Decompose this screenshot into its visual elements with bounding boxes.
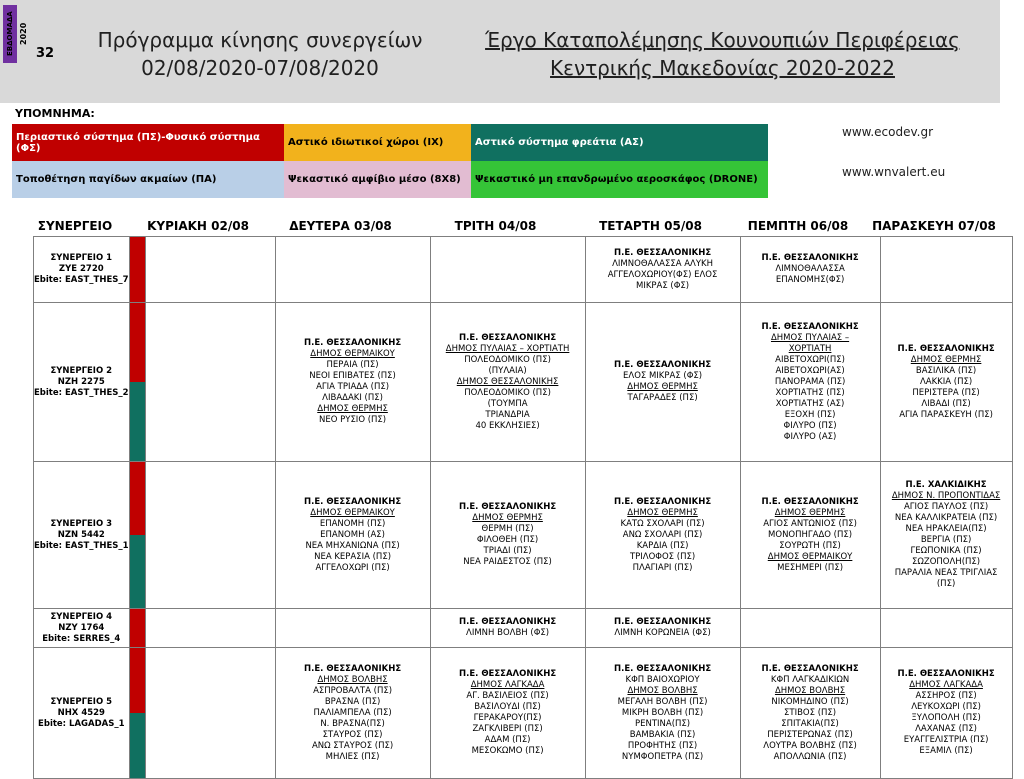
location-label: (ΠΣ) xyxy=(936,579,956,589)
location-label: ΚΑΤΩ ΣΧΟΛΑΡΙ (ΠΣ) xyxy=(620,518,705,529)
periastiko-bar xyxy=(130,609,145,647)
location-label: ΠΡΟΦΗΤΗΣ (ΠΣ) xyxy=(627,740,698,751)
region-label: Π.Ε. ΘΕΣΣΑΛΟΝΙΚΗΣ xyxy=(613,247,712,258)
location-label: ΑΣΣΗΡΟΣ (ΠΣ) xyxy=(915,691,977,701)
system-color-bar xyxy=(129,609,145,648)
municipality-label: ΔΗΜΟΣ ΘΕΡΜΑΙΚΟΥ xyxy=(310,349,395,359)
week-label: ΕΒΔΟΜΑΔΑ xyxy=(3,5,17,63)
location-label: ΚΦΠ ΛΑΓΚΑΔΙΚΙΩΝ xyxy=(770,674,850,685)
schedule-cell xyxy=(585,303,740,462)
location-label: ΛΑΧΑΝΑΣ (ΠΣ) xyxy=(915,724,978,734)
location-label: ΣΤΑΥΡΟΣ (ΠΣ) xyxy=(322,729,383,740)
crew-line: ΣΥΝΕΡΓΕΙΟ 5 xyxy=(50,696,113,707)
location-label: 40 ΕΚΚΛΗΣΙΕΣ) xyxy=(475,420,540,431)
location-label: ΑΝΩ ΣΤΑΥΡΟΣ (ΠΣ) xyxy=(311,740,394,751)
location-label: ΑΙΒΕΤΟΧΩΡΙ(ΑΣ) xyxy=(775,365,845,376)
program-date-range: 02/08/2020-07/08/2020 xyxy=(141,56,379,80)
location-label: ΣΟΥΡΩΤΗ (ΠΣ) xyxy=(779,540,841,551)
municipality-label: ΔΗΜΟΣ ΘΕΡΜΗΣ xyxy=(472,513,543,523)
location-label: ΣΩΖΟΠΟΛΗ(ΠΣ) xyxy=(912,557,981,567)
schedule-cell xyxy=(430,462,585,609)
municipality-label: ΔΗΜΟΣ ΘΕΡΜΗΣ xyxy=(317,404,388,414)
schedule-cell xyxy=(275,609,430,648)
schedule-cell xyxy=(880,237,1012,303)
schedule-cell xyxy=(740,648,880,779)
location-label: ΠΛΑΓΙΑΡΙ (ΠΣ) xyxy=(632,562,693,573)
legend-item-traps: Τοποθέτηση παγίδων ακμαίων (ΠΑ) xyxy=(12,161,284,198)
legend-title: ΥΠΟΜΝΗΜΑ: xyxy=(15,107,95,120)
schedule-cell xyxy=(275,462,430,609)
location-label: ΧΟΡΤΙΑΤΗΣ (ΑΣ) xyxy=(775,398,845,409)
location-label: ΦΙΛΥΡΟ (ΑΣ) xyxy=(783,431,837,442)
region-label: Π.Ε. ΧΑΛΚΙΔΙΚΗΣ xyxy=(905,480,987,490)
location-label: ΕΠΑΝΟΜΗ (ΑΣ) xyxy=(320,529,385,540)
schedule-cell xyxy=(880,648,1012,779)
location-label: ΛΙΜΝΟΘΑΛΑΣΣΑ ΑΛΥΚΗ xyxy=(612,258,713,269)
crew-cell xyxy=(34,462,130,609)
week-number: 32 xyxy=(36,46,55,61)
project-title-line2: Κεντρικής Μακεδονίας 2020-2022 xyxy=(550,56,895,80)
location-label: ΕΥΑΓΓΕΛΙΣΤΡΙΑ (ΠΣ) xyxy=(903,735,989,745)
municipality-label: ΔΗΜΟΣ ΘΕΡΜΗΣ xyxy=(774,507,846,518)
crew-line: Ebite: EAST_THES_1 xyxy=(34,540,129,551)
location-label: ΒΕΡΓΙΑ (ΠΣ) xyxy=(920,535,972,545)
crew-line: Ebite: EAST_THES_2 xyxy=(34,387,129,398)
municipality-label: ΔΗΜΟΣ ΒΟΛΒΗΣ xyxy=(627,685,698,696)
location-label: ΕΛΟΣ ΜΙΚΡΑΣ (ΦΣ) xyxy=(623,371,703,381)
location-label: ΞΥΛΟΠΟΛΗ (ΠΣ) xyxy=(911,713,981,723)
location-label: ΑΣΠΡΟΒΑΛΤΑ (ΠΣ) xyxy=(313,685,393,696)
crew-cell xyxy=(34,237,130,303)
region-label: Π.Ε. ΘΕΣΣΑΛΟΝΙΚΗΣ xyxy=(613,663,712,674)
location-label: ΠΕΡΑΙΑ (ΠΣ) xyxy=(326,360,379,370)
schedule-cell xyxy=(880,303,1012,462)
municipality-label: ΔΗΜΟΣ ΘΕΡΜΑΙΚΟΥ xyxy=(767,551,853,562)
crew-line: Ebite: EAST_THES_7 xyxy=(34,275,129,285)
schedule-cell xyxy=(275,237,430,303)
region-label: Π.Ε. ΘΕΣΣΑΛΟΝΙΚΗΣ xyxy=(613,360,712,370)
location-label: ΑΠΟΛΛΩΝΙΑ (ΠΣ) xyxy=(773,751,847,762)
location-label: ΛΙΒΑΔΙ (ΠΣ) xyxy=(921,398,971,409)
location-label: ΦΙΛΥΡΟ (ΠΣ) xyxy=(783,420,837,431)
schedule-cell xyxy=(430,303,585,462)
location-label: ΒΑΣΙΛΙΚΑ (ΠΣ) xyxy=(915,365,977,376)
location-label: ΠΟΛΕΟΔΟΜΙΚΟ (ΠΣ) xyxy=(464,387,551,398)
location-label: ΜΕΣΗΜΕΡΙ (ΠΣ) xyxy=(777,562,844,573)
crew-line: ΣΥΝΕΡΓΕΙΟ 1 xyxy=(50,253,113,263)
location-label: ΛΙΜΝΗ ΚΟΡΩΝΕΙΑ (ΦΣ) xyxy=(614,628,711,638)
system-color-bar xyxy=(129,237,145,303)
schedule-row xyxy=(34,609,1013,648)
schedule-row xyxy=(34,648,1013,779)
legend-item-private-spaces: Αστικό ιδιωτικοί χώροι (ΙΧ) xyxy=(284,124,471,161)
location-label: ΝΕΑ ΗΡΑΚΛΕΙΑ(ΠΣ) xyxy=(905,524,987,534)
region-label: Π.Ε. ΘΕΣΣΑΛΟΝΙΚΗΣ xyxy=(613,496,712,507)
region-label: Π.Ε. ΘΕΣΣΑΛΟΝΙΚΗΣ xyxy=(761,496,859,507)
region-label: Π.Ε. ΘΕΣΣΑΛΟΝΙΚΗΣ xyxy=(761,253,859,263)
legend-item-amphibious: Ψεκαστικό αμφίβιο μέσο (8Χ8) xyxy=(284,161,471,198)
region-label: Π.Ε. ΘΕΣΣΑΛΟΝΙΚΗΣ xyxy=(303,663,402,674)
location-label: ΚΦΠ ΒΑΙΟΧΩΡΙΟΥ xyxy=(625,674,700,685)
schedule-table xyxy=(33,236,1013,779)
crew-line: Ebite: SERRES_4 xyxy=(42,633,121,644)
location-label: ΓΕΩΠΟΝΙΚΑ (ΠΣ) xyxy=(910,546,982,556)
municipality-label: ΔΗΜΟΣ ΘΕΣΣΑΛΟΝΙΚΗΣ xyxy=(456,376,559,387)
website-link-ecodev[interactable]: www.ecodev.gr xyxy=(842,125,934,139)
region-label: Π.Ε. ΘΕΣΣΑΛΟΝΙΚΗΣ xyxy=(458,617,557,627)
municipality-label: ΔΗΜΟΣ ΘΕΡΜΗΣ xyxy=(627,382,698,392)
region-label: Π.Ε. ΘΕΣΣΑΛΟΝΙΚΗΣ xyxy=(761,321,859,332)
location-label: (ΠΥΛΑΙΑ) xyxy=(488,365,527,376)
schedule-cell xyxy=(145,237,275,303)
location-label: ΑΓΙΑ ΠΑΡΑΣΚΕΥΗ (ΠΣ) xyxy=(899,409,993,420)
schedule-cell xyxy=(585,648,740,779)
schedule-cell xyxy=(740,462,880,609)
location-label: ΠΕΡΙΣΤΕΡΑ (ΠΣ) xyxy=(912,387,980,398)
legend-item-drone: Ψεκαστικό μη επανδρωμένο αεροσκάφος (DRONE) xyxy=(471,161,768,198)
project-title-line1: Έργο Καταπολέμησης Κουνουπιών Περιφέρειας xyxy=(485,28,960,52)
location-label: ΛΙΜΝΗ ΒΟΛΒΗ (ΦΣ) xyxy=(466,628,550,638)
location-label: ΝΕΑ ΡΑΙΔΕΣΤΟΣ (ΠΣ) xyxy=(463,557,552,567)
program-title xyxy=(80,26,440,82)
col-header-wednesday: ΤΕΤΑΡΤΗ 05/08 xyxy=(599,219,702,233)
location-label: ΤΑΓΑΡΑΔΕΣ (ΠΣ) xyxy=(627,393,698,403)
location-label: ΕΞΟΧΗ (ΠΣ) xyxy=(784,409,836,420)
periastiko-bar xyxy=(130,303,145,382)
schedule-cell xyxy=(740,237,880,303)
schedule-cell xyxy=(585,609,740,648)
location-label: ΑΝΩ ΣΧΟΛΑΡΙ (ΠΣ) xyxy=(622,529,703,540)
col-header-friday: ΠΑΡΑΣΚΕΥΗ 07/08 xyxy=(872,219,996,233)
location-label: Ν. ΒΡΑΣΝΑ(ΠΣ) xyxy=(320,718,385,729)
schedule-cell xyxy=(740,303,880,462)
municipality-label: ΔΗΜΟΣ ΘΕΡΜΑΙΚΟΥ xyxy=(310,507,395,518)
manhole-bar xyxy=(130,382,145,461)
location-label: ΚΑΡΔΙΑ (ΠΣ) xyxy=(636,540,689,551)
crew-line: Ebite: LAGADAS_1 xyxy=(38,718,125,729)
location-label: ΠΕΡΙΣΤΕΡΩΝΑΣ (ΠΣ) xyxy=(767,729,853,740)
crew-cell xyxy=(34,609,130,648)
location-label: ΠΑΡΑΛΙΑ ΝΕΑΣ ΤΡΙΓΛΙΑΣ xyxy=(894,568,998,578)
location-label: ΠΟΛΕΟΔΟΜΙΚΟ (ΠΣ) xyxy=(464,354,551,365)
location-label: ΜΙΚΡΑΣ (ΦΣ) xyxy=(636,280,690,291)
schedule-cell xyxy=(145,609,275,648)
region-label: Π.Ε. ΘΕΣΣΑΛΟΝΙΚΗΣ xyxy=(458,669,557,679)
location-label: ΛΙΒΑΔΑΚΙ (ΠΣ) xyxy=(322,393,383,403)
municipality-label: ΔΗΜΟΣ ΒΟΛΒΗΣ xyxy=(317,674,388,685)
periastiko-bar xyxy=(130,237,145,302)
region-label: Π.Ε. ΘΕΣΣΑΛΟΝΙΚΗΣ xyxy=(761,663,859,674)
location-label: ΜΙΚΡΗ ΒΟΛΒΗ (ΠΣ) xyxy=(621,707,704,718)
location-label: ΓΕΡΑΚΑΡΟΥ(ΠΣ) xyxy=(473,713,542,723)
crew-line: ΣΥΝΕΡΓΕΙΟ 4 xyxy=(50,611,113,622)
location-label: ΑΓΙΟΣ ΠΑΥΛΟΣ (ΠΣ) xyxy=(903,502,989,512)
municipality-label: ΔΗΜΟΣ ΒΟΛΒΗΣ xyxy=(774,685,846,696)
region-label: Π.Ε. ΘΕΣΣΑΛΟΝΙΚΗΣ xyxy=(303,338,402,348)
manhole-bar xyxy=(130,713,145,778)
schedule-cell xyxy=(430,609,585,648)
system-color-bar xyxy=(129,648,145,779)
municipality-label: ΔΗΜΟΣ ΠΥΛΑΙΑΣ – ΧΟΡΤΙΑΤΗ xyxy=(445,343,570,354)
location-label: ΑΔΑΜ (ΠΣ) xyxy=(484,735,531,745)
location-label: ΤΡΙΛΟΦΟΣ (ΠΣ) xyxy=(629,551,696,562)
location-label: (ΤΟΥΜΠΑ xyxy=(487,398,528,409)
location-label: ΣΠΙΤΑΚΙΑ(ΠΣ) xyxy=(781,718,839,729)
municipality-label: ΔΗΜΟΣ ΛΑΓΚΑΔΑ xyxy=(470,680,545,690)
crew-line: ΝΖΝ 5442 xyxy=(57,529,105,540)
region-label: Π.Ε. ΘΕΣΣΑΛΟΝΙΚΗΣ xyxy=(897,343,995,354)
location-label: ΝΕΑ ΚΕΡΑΣΙΑ (ΠΣ) xyxy=(314,551,392,562)
region-label: Π.Ε. ΘΕΣΣΑΛΟΝΙΚΗΣ xyxy=(458,332,557,343)
schedule-cell xyxy=(145,648,275,779)
schedule-row xyxy=(34,462,1013,609)
location-label: ΛΕΥΚΟΧΩΡΙ (ΠΣ) xyxy=(911,702,981,712)
schedule-cell xyxy=(430,648,585,779)
schedule-cell xyxy=(880,609,1012,648)
schedule-row xyxy=(34,237,1013,303)
location-label: ΜΕΓΑΛΗ ΒΟΛΒΗ (ΠΣ) xyxy=(617,696,708,707)
system-color-bar xyxy=(129,462,145,609)
location-label: ΝΕΑ ΚΑΛΛΙΚΡΑΤΕΙΑ (ΠΣ) xyxy=(894,513,998,523)
location-label: ΒΡΑΣΝΑ (ΠΣ) xyxy=(324,696,381,707)
location-label: ΜΗΛΙΕΣ (ΠΣ) xyxy=(325,751,380,762)
crew-line: ΝΗΧ 4529 xyxy=(57,707,105,718)
legend-item-periastiko: Περιαστικό σύστημα (ΠΣ)-Φυσικό σύστημα (ΦΣ) xyxy=(12,124,284,161)
crew-line: ΝΖΗ 2275 xyxy=(57,376,105,387)
municipality-label: ΧΟΡΤΙΑΤΗ xyxy=(788,343,832,354)
column-headers xyxy=(0,219,1000,237)
region-label: Π.Ε. ΘΕΣΣΑΛΟΝΙΚΗΣ xyxy=(458,502,557,512)
location-label: ΛΑΚΚΙΑ (ΠΣ) xyxy=(919,376,973,387)
municipality-label: ΔΗΜΟΣ ΛΑΓΚΑΔΑ xyxy=(909,680,983,690)
location-label: ΝΙΚΟΜΗΔΙΝΟ (ΠΣ) xyxy=(771,696,849,707)
col-header-monday: ΔΕΥΤΕΡΑ 03/08 xyxy=(289,219,392,233)
location-label: ΛΟΥΤΡΑ ΒΟΛΒΗΣ (ΠΣ) xyxy=(763,740,857,751)
location-label: ΝΥΜΦΟΠΕΤΡΑ (ΠΣ) xyxy=(621,751,704,762)
crew-cell xyxy=(34,303,130,462)
crew-cell xyxy=(34,648,130,779)
location-label: ΧΟΡΤΙΑΤΗΣ (ΠΣ) xyxy=(775,387,845,398)
location-label: ΛΙΜΝΟΘΑΛΑΣΣΑ xyxy=(775,264,845,274)
periastiko-bar xyxy=(130,648,145,713)
crew-line: ΣΥΝΕΡΓΕΙΟ 3 xyxy=(50,518,113,529)
region-label: Π.Ε. ΘΕΣΣΑΛΟΝΙΚΗΣ xyxy=(897,669,995,679)
location-label: ΘΕΡΜΗ (ΠΣ) xyxy=(481,524,534,534)
municipality-label: ΔΗΜΟΣ Ν. ΠΡΟΠΟΝΤΙΔΑΣ xyxy=(891,491,1001,501)
location-label: ΠΑΛΙΑΜΠΕΛΑ (ΠΣ) xyxy=(313,707,392,718)
schedule-cell xyxy=(275,648,430,779)
location-label: ΑΓΓΕΛΟΧΩΡΙ (ΠΣ) xyxy=(315,562,390,573)
periastiko-bar xyxy=(130,462,145,535)
col-header-tuesday: ΤΡΙΤΗ 04/08 xyxy=(454,219,537,233)
website-link-wnvalert[interactable]: www.wnvalert.eu xyxy=(842,165,946,179)
location-label: ΑΓΙΟΣ ΑΝΤΩΝΙΟΣ (ΠΣ) xyxy=(763,518,857,529)
col-header-crew: ΣΥΝΕΡΓΕΙΟ xyxy=(37,219,113,233)
legend-item-manholes: Αστικό σύστημα φρεάτια (ΑΣ) xyxy=(471,124,768,161)
manhole-bar xyxy=(130,535,145,608)
project-title xyxy=(450,26,995,82)
location-label: ΕΞΑΜΙΛ (ΠΣ) xyxy=(919,746,973,756)
location-label: ΤΡΙΑΝΔΡΙΑ xyxy=(485,409,530,420)
location-label: ΝΕΟ ΡΥΣΙΟ (ΠΣ) xyxy=(319,415,387,425)
location-label: ΑΓ. ΒΑΣΙΛΕΙΟΣ (ΠΣ) xyxy=(466,691,549,701)
location-label: ΕΠΑΝΟΜΗ (ΠΣ) xyxy=(319,518,386,529)
location-label: ΦΙΛΟΘΕΗ (ΠΣ) xyxy=(476,535,539,545)
location-label: ΠΑΝΟΡΑΜΑ (ΠΣ) xyxy=(774,376,846,387)
schedule-cell xyxy=(585,462,740,609)
schedule-row xyxy=(34,303,1013,462)
location-label: ΖΑΓΚΛΙΒΕΡΙ (ΠΣ) xyxy=(472,724,543,734)
document-header xyxy=(0,0,1000,103)
schedule-cell xyxy=(740,609,880,648)
schedule-cell xyxy=(145,303,275,462)
system-color-bar xyxy=(129,303,145,462)
col-header-sunday: ΚΥΡΙΑΚΗ 02/08 xyxy=(147,219,249,233)
schedule-cell xyxy=(880,462,1012,609)
program-title-line1: Πρόγραμμα κίνησης συνεργείων xyxy=(97,28,423,52)
col-header-thursday: ΠΕΜΠΤΗ 06/08 xyxy=(747,219,849,233)
schedule-cell xyxy=(275,303,430,462)
municipality-label: ΔΗΜΟΣ ΘΕΡΜΗΣ xyxy=(627,507,698,518)
region-label: Π.Ε. ΘΕΣΣΑΛΟΝΙΚΗΣ xyxy=(613,617,712,627)
schedule-cell xyxy=(145,462,275,609)
schedule-cell xyxy=(585,237,740,303)
location-label: ΑΓΓΕΛΟΧΩΡΙΟΥ(ΦΣ) ΕΛΟΣ xyxy=(607,269,718,280)
location-label: ΒΑΜΒΑΚΙΑ (ΠΣ) xyxy=(629,729,696,740)
location-label: ΜΟΝΟΠΗΓΑΔΟ (ΠΣ) xyxy=(768,529,853,540)
schedule-cell xyxy=(430,237,585,303)
crew-line: ΣΥΝΕΡΓΕΙΟ 2 xyxy=(50,365,113,376)
location-label: ΝΕΑ ΜΗΧΑΝΙΩΝΑ (ΠΣ) xyxy=(305,540,400,551)
municipality-label: ΔΗΜΟΣ ΠΥΛΑΙΑΣ – xyxy=(770,332,850,343)
location-label: ΤΡΙΑΔΙ (ΠΣ) xyxy=(483,546,532,556)
location-label: ΜΕΣΟΚΩΜΟ (ΠΣ) xyxy=(471,746,544,756)
week-year: 2020 xyxy=(19,22,28,46)
location-label: ΡΕΝΤΙΝΑ(ΠΣ) xyxy=(635,718,691,729)
crew-line: ΝΖΥ 1764 xyxy=(58,622,105,633)
location-label: ΣΤΙΒΟΣ (ΠΣ) xyxy=(784,707,837,718)
location-label: ΑΙΒΕΤΟΧΩΡΙ(ΠΣ) xyxy=(775,354,845,365)
region-label: Π.Ε. ΘΕΣΣΑΛΟΝΙΚΗΣ xyxy=(303,496,402,507)
location-label: ΑΓΙΑ ΤΡΙΑΔΑ (ΠΣ) xyxy=(316,382,390,392)
location-label: ΝΕΟΙ ΕΠΙΒΑΤΕΣ (ΠΣ) xyxy=(309,371,396,381)
location-label: ΕΠΑΝΟΜΗΣ(ΦΣ) xyxy=(775,275,845,285)
location-label: ΒΑΣΙΛΟΥΔΙ (ΠΣ) xyxy=(474,702,541,712)
crew-line: ΖΥΕ 2720 xyxy=(58,264,104,274)
municipality-label: ΔΗΜΟΣ ΘΕΡΜΗΣ xyxy=(910,354,982,365)
